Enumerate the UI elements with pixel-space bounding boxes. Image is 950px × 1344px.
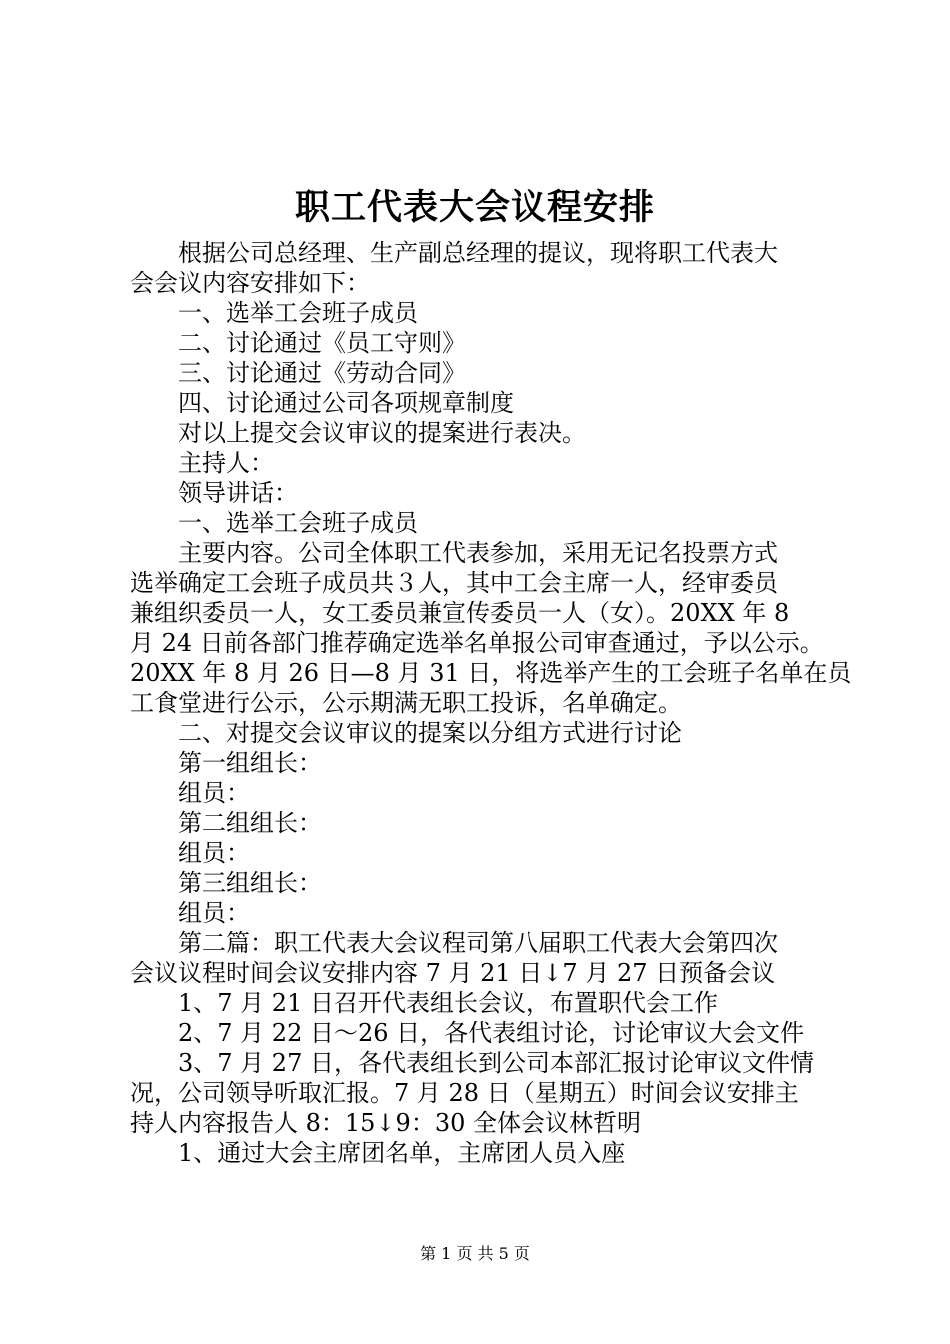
body-line: 对以上提交会议审议的提案进行表决。 <box>130 419 586 447</box>
body-line: 组员： <box>130 899 250 927</box>
body-line: 组员： <box>130 839 250 867</box>
body-line: 四、讨论通过公司各项规章制度 <box>130 389 514 417</box>
body-line: 一、选举工会班子成员 <box>130 509 418 537</box>
body-line: 组员： <box>130 779 250 807</box>
body-line: 选举确定工会班子成员共３人，其中工会主席一人，经审委员 <box>130 569 778 597</box>
body-line: 主要内容。公司全体职工代表参加，采用无记名投票方式 <box>130 539 778 567</box>
document-body <box>130 238 855 1168</box>
body-line: 二、对提交会议审议的提案以分组方式进行讨论 <box>130 719 682 747</box>
body-line: 根据公司总经理、生产副总经理的提议，现将职工代表大 <box>130 239 778 267</box>
body-line: 第二篇：职工代表大会议程司第八届职工代表大会第四次 <box>130 929 778 957</box>
body-line: 二、讨论通过《员工守则》 <box>130 329 466 357</box>
body-line: 20XX 年 8 月 26 日—8 月 31 日，将选举产生的工会班子名单在员 <box>130 659 852 687</box>
body-line: 三、讨论通过《劳动合同》 <box>130 359 466 387</box>
body-line: 工食堂进行公示，公示期满无职工投诉，名单确定。 <box>130 689 682 717</box>
body-line: 领导讲话： <box>130 479 298 507</box>
body-line: 兼组织委员一人，女工委员兼宣传委员一人（女）。20XX 年 8 <box>130 599 790 627</box>
document-title: 职工代表大会议程安排 <box>294 187 655 228</box>
body-line: 会议议程时间会议安排内容 7 月 21 日↓7 月 27 日预备会议 <box>130 959 776 987</box>
body-line: 况，公司领导听取汇报。7 月 28 日（星期五）时间会议安排主 <box>130 1079 799 1107</box>
body-line: 第三组组长： <box>130 869 322 897</box>
body-line: 1、7 月 21 日召开代表组长会议，布置职代会工作 <box>130 989 718 1017</box>
body-line: 2、7 月 22 日～26 日，各代表组讨论，讨论审议大会文件 <box>130 1019 805 1047</box>
body-line: 第一组组长： <box>130 749 322 777</box>
body-line: 3、7 月 27 日，各代表组长到公司本部汇报讨论审议文件情 <box>130 1049 814 1077</box>
body-line: 持人内容报告人 8：15↓9：30 全体会议林哲明 <box>130 1109 641 1137</box>
page-footer: 第 1 页 共 5 页 <box>420 1244 530 1263</box>
body-line: 月 24 日前各部门推荐确定选举名单报公司审查通过，予以公示。 <box>130 629 824 657</box>
body-line: 主持人： <box>130 449 274 477</box>
body-line: 1、通过大会主席团名单，主席团人员入座 <box>130 1139 626 1167</box>
body-line: 会会议内容安排如下： <box>130 269 370 297</box>
body-line: 第二组组长： <box>130 809 322 837</box>
body-line: 一、选举工会班子成员 <box>130 299 418 327</box>
